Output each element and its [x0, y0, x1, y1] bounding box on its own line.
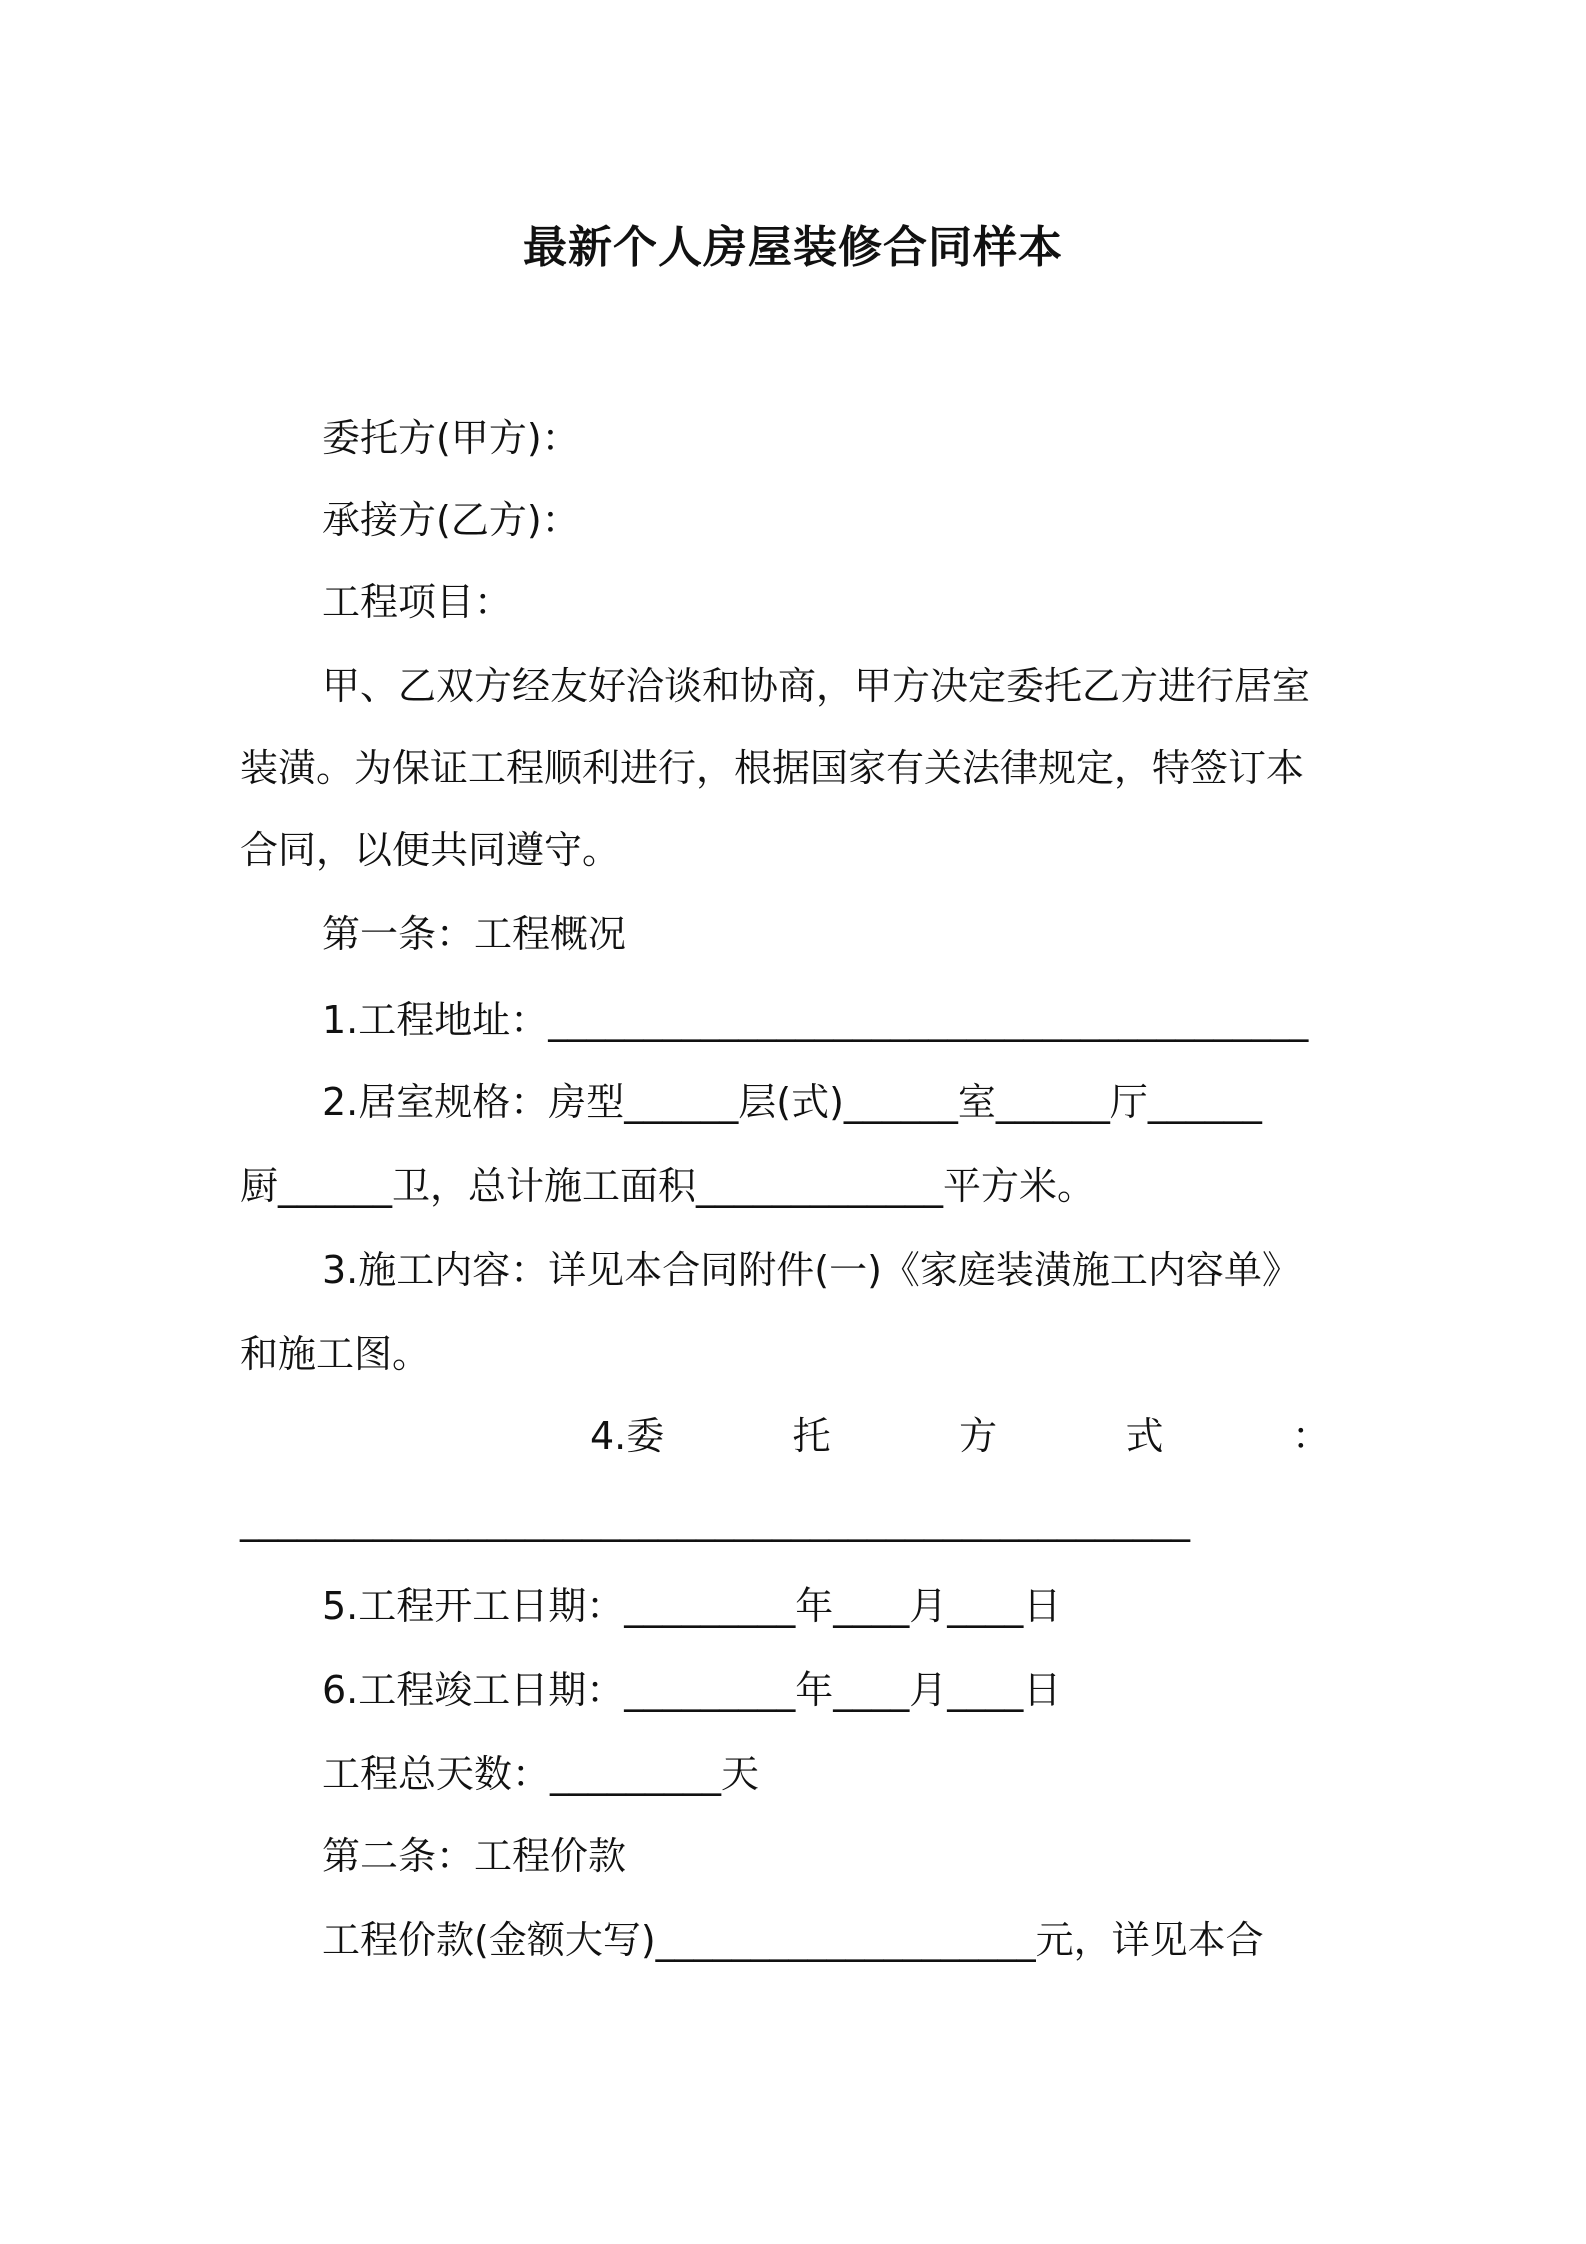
entrust-part: 式: [1125, 1414, 1164, 1458]
item-entrust-method: [590, 1410, 1330, 1462]
document-title: 最新个人房屋装修合同样本: [523, 222, 1063, 273]
preamble-line-2: 装潢。为保证工程顺利进行，根据国家有关法律规定，特签订本: [240, 746, 1305, 790]
preamble-line-3: 合同，以便共同遵守。: [240, 828, 621, 872]
entrust-part: 方: [959, 1414, 998, 1458]
article-2-heading: 第二条：工程价款: [322, 1834, 627, 1878]
item-room-spec: 2.居室规格：房型______层(式)______室______厅______: [322, 1080, 1262, 1124]
entrust-part: 托: [792, 1414, 831, 1458]
entrust-part: 4.委: [590, 1414, 665, 1458]
item-total-days: 工程总天数：_________天: [322, 1752, 760, 1796]
item-start-date: 5.工程开工日期：_________年____月____日: [322, 1584, 1062, 1628]
entrust-part: ：: [1291, 1414, 1330, 1458]
item-construction-content-cont: 和施工图。: [240, 1332, 431, 1376]
item-address: 1.工程地址：________________________________________: [322, 998, 1309, 1042]
entrust-method-blank: __________________________________________________: [240, 1498, 1190, 1542]
article-1-heading: 第一条：工程概况: [322, 912, 627, 956]
item-end-date: 6.工程竣工日期：_________年____月____日: [322, 1668, 1062, 1712]
party-a-label: 委托方(甲方)：: [322, 416, 580, 460]
item-room-spec-cont: 厨______卫，总计施工面积_____________平方米。: [240, 1164, 1096, 1208]
party-b-label: 承接方(乙方)：: [322, 498, 580, 542]
project-label: 工程项目：: [322, 580, 513, 624]
item-price: 工程价款(金额大写)____________________元，详见本合: [322, 1918, 1264, 1962]
item-construction-content: 3.施工内容：详见本合同附件(一)《家庭装潢施工内容单》: [322, 1248, 1300, 1292]
preamble-line-1: 甲、乙双方经友好洽谈和协商，甲方决定委托乙方进行居室: [322, 664, 1311, 708]
